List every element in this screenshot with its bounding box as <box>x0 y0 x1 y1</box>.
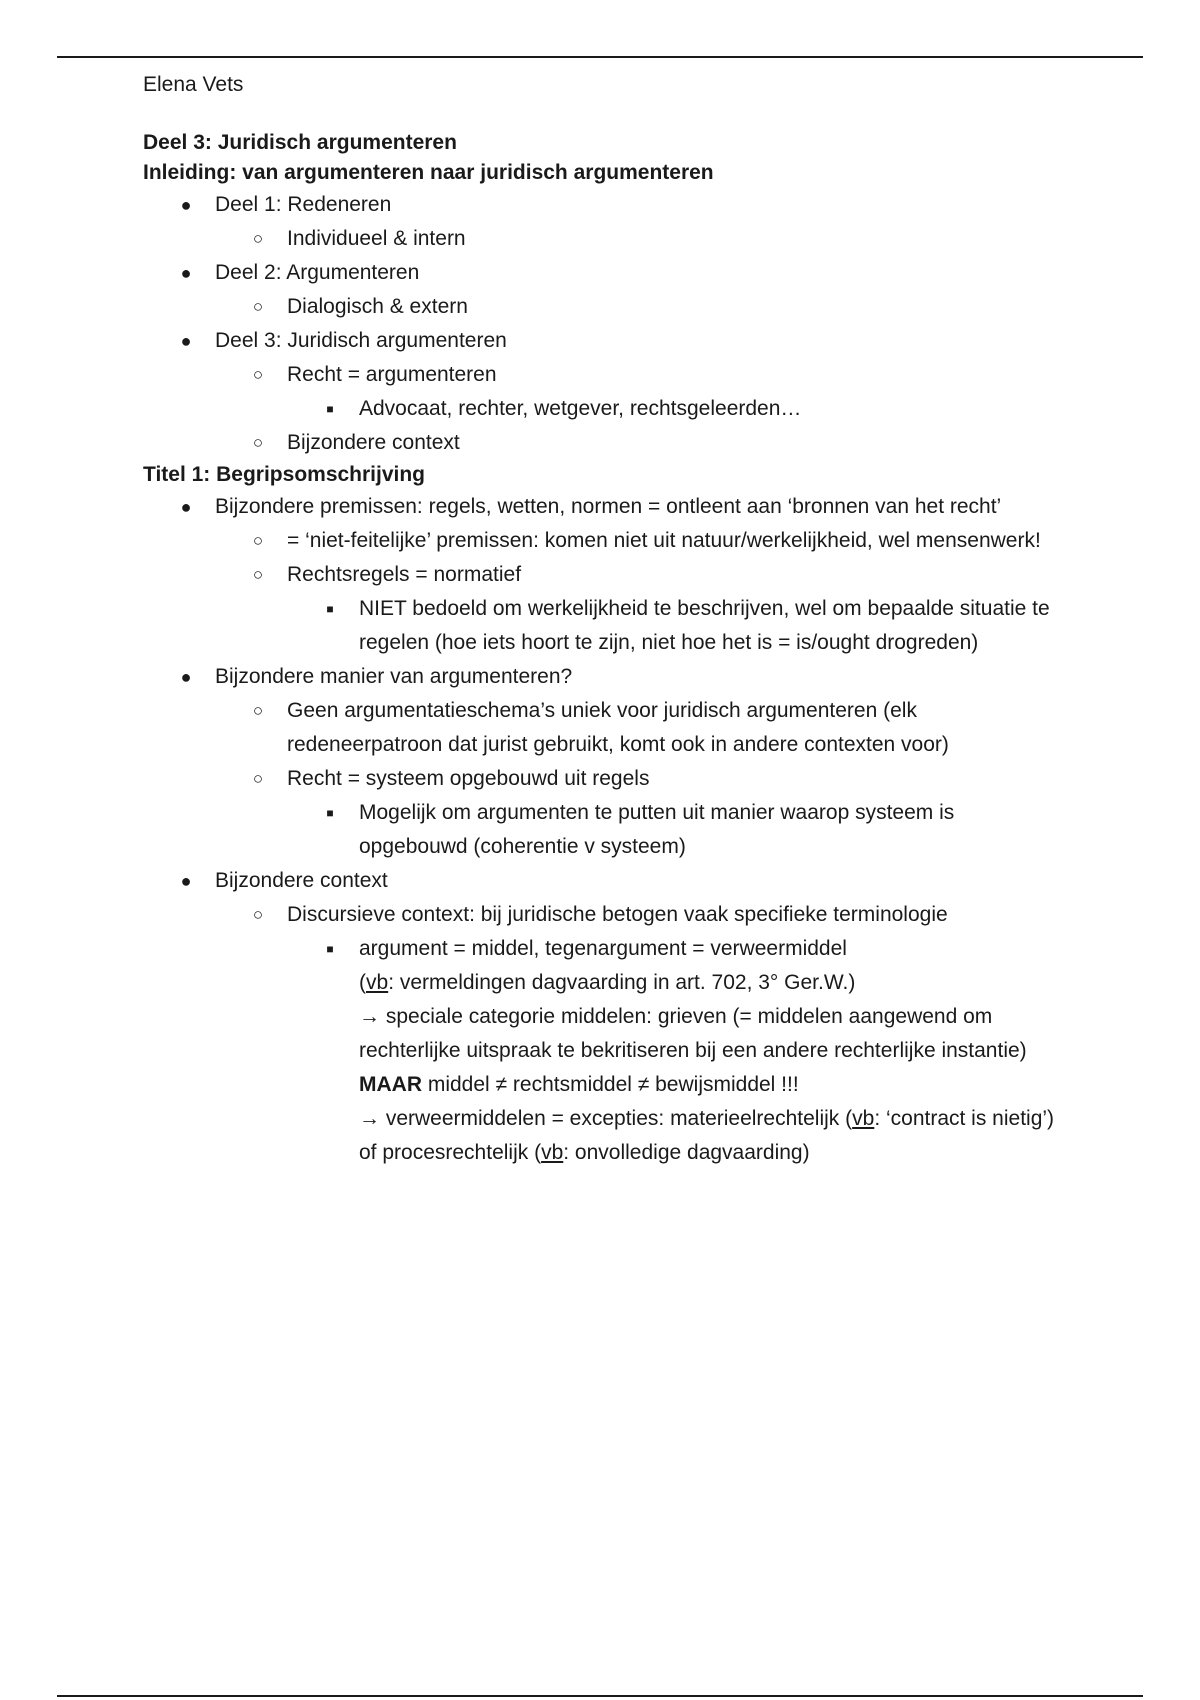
bullet-icon: ● <box>180 331 192 351</box>
square-bullet-icon: ■ <box>326 806 334 820</box>
circle-bullet-icon: ○ <box>252 365 264 384</box>
circle-bullet-icon: ○ <box>252 769 264 788</box>
circle-bullet-icon: ○ <box>252 229 264 248</box>
list-item: ● Deel 3: Juridisch argumenteren <box>143 324 1063 358</box>
circle-bullet-icon: ○ <box>252 297 264 316</box>
bullet-icon: ● <box>180 263 192 283</box>
list-item: ○ Discursieve context: bij juridische betogen vaak specifieke terminologie <box>143 898 1063 932</box>
square-bullet-icon: ■ <box>326 602 334 616</box>
list-item: ● Bijzondere manier van argumenteren? <box>143 660 1063 694</box>
detail-line: MAAR middel ≠ rechtsmiddel ≠ bewijsmiddel !!! <box>359 1073 799 1096</box>
author-name: Elena Vets <box>143 73 244 96</box>
list-item <box>143 932 1063 1170</box>
list-item: ○ Dialogisch & extern <box>143 290 1063 324</box>
bullet-icon: ● <box>180 667 192 687</box>
list-item: ● Deel 1: Redeneren <box>143 188 1063 222</box>
circle-bullet-icon: ○ <box>252 905 264 924</box>
document-page <box>143 70 1063 1170</box>
titel1-list <box>143 490 1063 1170</box>
list-item: ○ Geen argumentatieschema’s uniek voor juridisch argumenteren (elk redeneerpatroon dat jurist gebruikt, komt ook in andere contexten voor) <box>143 694 1063 762</box>
list-item: ○ Recht = systeem opgebouwd uit regels <box>143 762 1063 796</box>
header-rule <box>57 56 1143 58</box>
detail-line: → verweermiddelen = excepties: materieelrechtelijk (vb: ‘contract is nietig’) of procesrechtelijk (vb: onvolledige dagvaarding) <box>359 1107 1055 1164</box>
list-item: ● Bijzondere context <box>143 864 1063 898</box>
part-title: Deel 3: Juridisch argumenteren <box>143 131 457 154</box>
detail-line: → speciale categorie middelen: grieven (= middelen aangewend om rechterlijke uitspraak te bekritiseren bij een andere rechterlijke instantie) <box>359 1005 1027 1062</box>
square-bullet-icon: ■ <box>326 942 334 956</box>
circle-bullet-icon: ○ <box>252 701 264 720</box>
square-bullet-icon: ■ <box>326 402 334 416</box>
footer-rule <box>57 1695 1143 1697</box>
titel1-title: Titel 1: Begripsomschrijving <box>143 463 426 486</box>
intro-title: Inleiding: van argumenteren naar juridisch argumenteren <box>143 161 714 184</box>
list-item: ○ Recht = argumenteren <box>143 358 1063 392</box>
bullet-icon: ● <box>180 195 192 215</box>
circle-bullet-icon: ○ <box>252 565 264 584</box>
list-item: ● Bijzondere premissen: regels, wetten, normen = ontleent aan ‘bronnen van het recht’ <box>143 490 1063 524</box>
list-item: ○ Rechtsregels = normatief <box>143 558 1063 592</box>
intro-list <box>143 188 1063 460</box>
bullet-icon: ● <box>180 497 192 517</box>
list-item: ○ Bijzondere context <box>143 426 1063 460</box>
bullet-icon: ● <box>180 871 192 891</box>
list-item: ■ NIET bedoeld om werkelijkheid te beschrijven, wel om bepaalde situatie te regelen (hoe iets hoort te zijn, niet hoe het is = is/ought drogreden) <box>143 592 1063 660</box>
circle-bullet-icon: ○ <box>252 531 264 550</box>
list-item: ○ Individueel & intern <box>143 222 1063 256</box>
list-item: ■ Mogelijk om argumenten te putten uit manier waarop systeem is opgebouwd (coherentie v systeem) <box>143 796 1063 864</box>
detail-line: (vb: vermeldingen dagvaarding in art. 702, 3° Ger.W.) <box>359 971 856 994</box>
list-item: ■ Advocaat, rechter, wetgever, rechtsgeleerden… <box>143 392 1063 426</box>
list-item: ● Deel 2: Argumenteren <box>143 256 1063 290</box>
detail-line: argument = middel, tegenargument = verweermiddel <box>359 937 847 960</box>
circle-bullet-icon: ○ <box>252 433 264 452</box>
list-item: ○ = ‘niet-feitelijke’ premissen: komen niet uit natuur/werkelijkheid, wel mensenwerk! <box>143 524 1063 558</box>
